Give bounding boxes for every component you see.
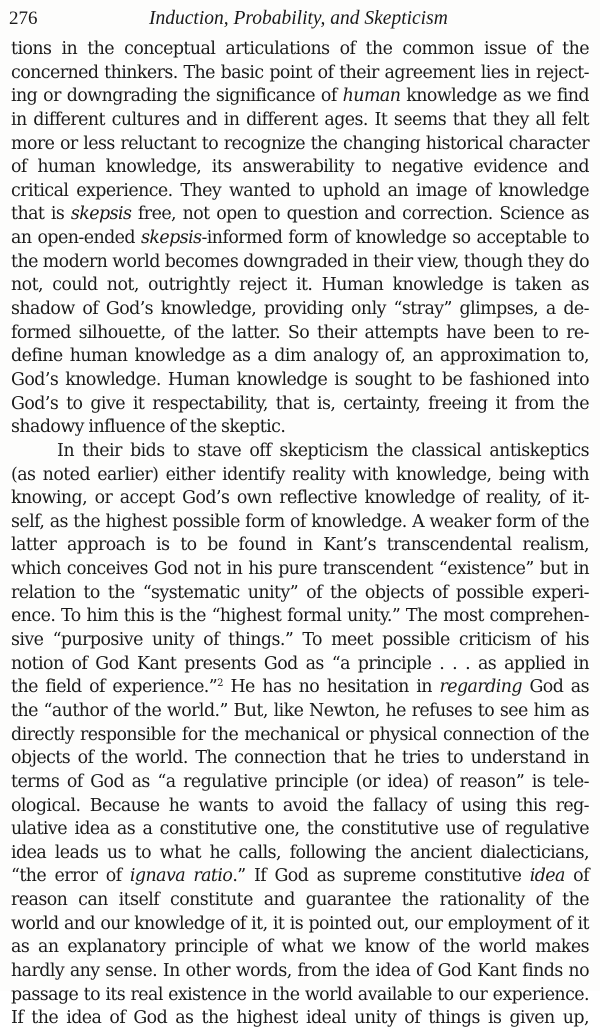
italic-term: regarding [439, 677, 522, 698]
italic-term: human [342, 86, 401, 107]
text-line: sive “purposive unity of things.” To meet possible criticism of his [11, 630, 589, 651]
running-title: Induction, Probability, and Skepticism [149, 8, 448, 29]
running-head [9, 6, 593, 32]
text-line: If the idea of God as the highest ideal unity of things is given up, [11, 1008, 589, 1029]
text-line: reason can itself constitute and guarantee the rationality of the [11, 890, 589, 911]
text-line: the field of experience.”$^2$ He has no hesitation in regarding God as [11, 677, 589, 698]
text-line: define human knowledge as a dim analogy of, an approximation to, [11, 346, 589, 367]
text-line: relation to the “systematic unity” of the objects of possible experi- [11, 582, 589, 603]
italic-term: skepsis [70, 204, 132, 225]
text-line: ological. Because he wants to avoid the fallacy of using this reg- [11, 795, 589, 816]
text-line: “the error of ignava ratio.” If God as supreme constitutive idea of [11, 866, 589, 887]
text-line: In their bids to stave off skepticism the classical antiskeptics [57, 440, 589, 461]
text-line: self, as the highest possible form of knowledge. A weaker form of the [11, 511, 589, 532]
text-line: as an explanatory principle of what we know of the world makes [11, 937, 589, 958]
text-line: formed silhouette, of the latter. So their attempts have been to re- [11, 322, 589, 343]
text-line: directly responsible for the mechanical or physical connection of the [11, 724, 589, 745]
text-line: critical experience. They wanted to uphold an image of knowledge [11, 180, 589, 201]
text-line: world and our knowledge of it, it is pointed out, our employment of it [11, 913, 589, 934]
text-line: which conceives God not in his pure transcendent “existence” but in [11, 559, 589, 580]
italic-term: skepsis [141, 228, 202, 249]
footnote-marker[interactable]: 2 [217, 678, 223, 690]
text-line: God’s to give it respectability, that is, certainty, freeing it from the [11, 393, 589, 414]
page-number: 276 [9, 8, 38, 29]
text-line: ulative idea as a constitutive one, the constitutive use of regulative [11, 819, 589, 840]
text-line: hardly any sense. In other words, from the idea of God Kant finds no [11, 960, 589, 981]
text-line: (as noted earlier) either identify reality with knowledge, being with [11, 464, 589, 485]
text-line: more or less reluctant to recognize the changing historical character [11, 133, 589, 154]
text-line: the modern world becomes downgraded in their view, though they do [11, 251, 589, 272]
text-line: knowing, or accept God’s own reflective knowledge of reality, of it- [11, 488, 589, 509]
text-line: notion of God Kant presents God as “a principle . . . as applied in [11, 653, 589, 674]
text-line: ence. To him this is the “highest formal unity.” The most comprehen- [11, 606, 589, 627]
text-line: shadow of God’s knowledge, providing only “stray” glimpses, a de- [11, 299, 589, 320]
text-line: God’s knowledge. Human knowledge is sought to be fashioned into [11, 369, 589, 390]
text-line: the “author of the world.” But, like Newton, he refuses to see him as [11, 700, 589, 721]
italic-term: ignava ratio [129, 866, 233, 887]
text-line: shadowy influence of the skeptic. [11, 417, 286, 438]
text-line: that is skepsis free, not open to question and correction. Science as [11, 204, 589, 225]
text-line: of human knowledge, its answerability to negative evidence and [11, 157, 589, 178]
text-line: latter approach is to be found in Kant’s transcendental realism, [11, 535, 589, 556]
text-line: in different cultures and in different ages. It seems that they all felt [11, 109, 589, 130]
italic-term: idea [529, 866, 565, 887]
body-text [11, 38, 589, 1031]
text-line: passage to its real existence in the world available to our experience. [11, 984, 589, 1005]
text-line: idea leads us to what he calls, following the ancient dialecticians, [11, 842, 589, 863]
text-line: an open-ended skepsis-informed form of knowledge so acceptable to [11, 228, 589, 249]
text-line: not, could not, outrightly reject it. Human knowledge is taken as [11, 275, 589, 296]
text-line: concerned thinkers. The basic point of their agreement lies in reject- [11, 62, 589, 83]
text-line: objects of the world. The connection that he tries to understand in [11, 748, 589, 769]
text-line: tions in the conceptual articulations of the common issue of the [11, 39, 589, 59]
text-line: terms of God as “a regulative principle (or idea) of reason” is tele- [11, 771, 589, 792]
text-line: ing or downgrading the significance of human knowledge as we find [11, 86, 589, 107]
